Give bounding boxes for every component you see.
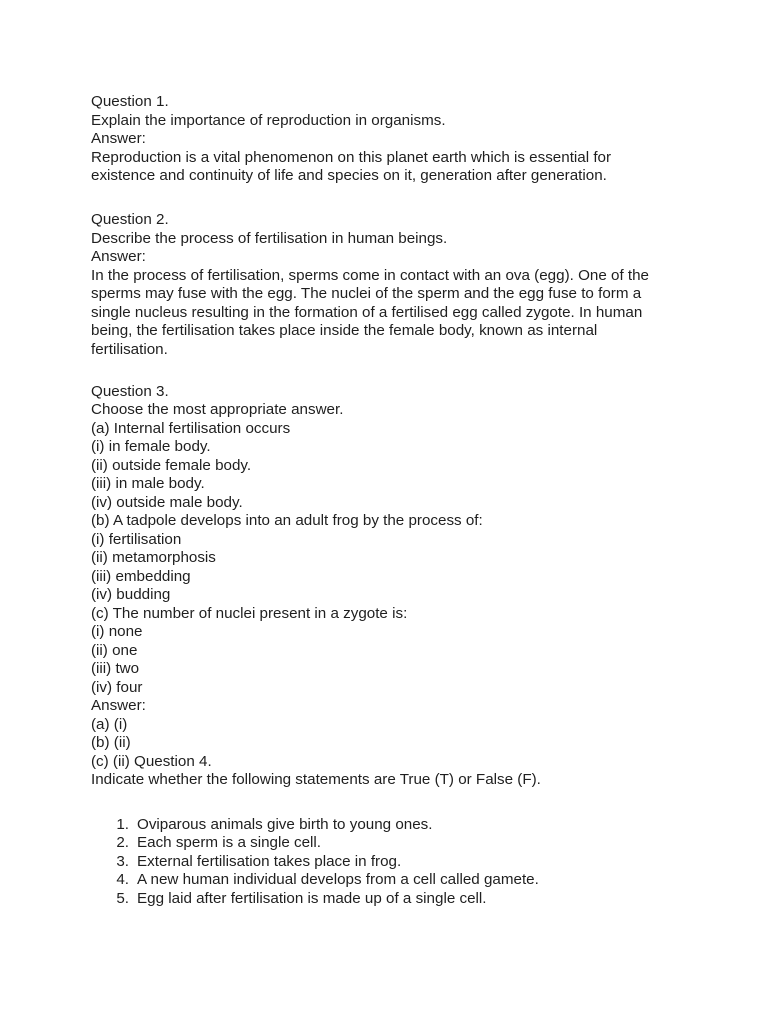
question-3-answer-line: (a) (i)	[91, 715, 128, 733]
list-item-number: 3.	[116, 852, 129, 870]
question-3-option: (i) fertilisation	[91, 530, 182, 548]
statement-list	[91, 816, 691, 909]
question-3-option: (iv) four	[91, 678, 143, 696]
paragraph-gap	[91, 359, 691, 378]
list-item-text: Each sperm is a single cell.	[137, 834, 322, 851]
question-2-answer-label: Answer:	[91, 248, 146, 265]
list-item-number: 5.	[116, 889, 129, 907]
document-body	[91, 93, 691, 908]
list-item	[91, 853, 691, 872]
question-3-option: (i) in female body.	[91, 438, 211, 455]
paragraph-gap	[91, 186, 691, 205]
question-3-line: (c) The number of nuclei present in a zygote is:	[91, 604, 408, 622]
question-3-option: (ii) one	[91, 641, 138, 659]
question-2-answer-line: sperms may fuse with the egg. The nuclei of the sperm and the egg fuse to form a	[91, 285, 642, 302]
question-2-title: Question 2.	[91, 211, 169, 228]
question-2-text: Describe the process of fertilisation in human beings.	[91, 229, 448, 247]
list-item-text: A new human individual develops from a cell called gamete.	[137, 871, 539, 888]
list-item-text: Oviparous animals give birth to young ones.	[137, 815, 433, 833]
question-2-answer-line: fertilisation.	[91, 340, 168, 358]
list-item-text: Egg laid after fertilisation is made up of a single cell.	[137, 889, 487, 907]
question-2-block	[91, 211, 691, 359]
question-4-block	[91, 771, 691, 908]
question-1-title: Question 1.	[91, 93, 169, 110]
question-1-answer-line: Reproduction is a vital phenomenon on this planet earth which is essential for	[91, 148, 612, 166]
question-2-answer-line: being, the fertilisation takes place inside the female body, known as internal	[91, 322, 598, 339]
question-3-option: (iii) embedding	[91, 567, 191, 585]
question-3-answer-line: (b) (ii)	[91, 734, 131, 751]
question-3-option: (iii) in male body.	[91, 475, 205, 492]
question-3-answer-label: Answer:	[91, 697, 146, 714]
list-item-number: 4.	[116, 871, 129, 888]
list-item-number: 1.	[116, 815, 129, 833]
question-3-block	[91, 383, 691, 772]
question-3-line: (b) A tadpole develops into an adult frog by the process of:	[91, 512, 483, 529]
question-3-option: (ii) outside female body.	[91, 456, 252, 474]
question-3-answer-line: (c) (ii) Question 4.	[91, 752, 212, 770]
list-item-number: 2.	[116, 834, 129, 851]
question-3-option: (iv) outside male body.	[91, 493, 243, 511]
question-3-option: (ii) metamorphosis	[91, 549, 216, 566]
question-3-line: (a) Internal fertilisation occurs	[91, 419, 291, 437]
question-4-instruction: Indicate whether the following statements are True (T) or False (F).	[91, 771, 541, 788]
list-item	[91, 890, 691, 909]
question-3-option: (i) none	[91, 623, 143, 640]
question-1-answer-label: Answer:	[91, 130, 146, 147]
list-item	[91, 834, 691, 853]
question-2-answer-line: single nucleus resulting in the formation of a fertilised egg called zygote. In human	[91, 303, 643, 321]
list-item	[91, 871, 691, 890]
question-1-answer-line: existence and continuity of life and species on it, generation after generation.	[91, 167, 607, 184]
question-3-option: (iv) budding	[91, 586, 171, 603]
question-3-title: Question 3.	[91, 382, 169, 400]
list-item-text: External fertilisation takes place in frog.	[137, 852, 402, 870]
question-1-block	[91, 93, 691, 186]
question-1-text: Explain the importance of reproduction in organisms.	[91, 111, 446, 129]
list-item	[91, 816, 691, 835]
question-3-option: (iii) two	[91, 660, 140, 677]
question-2-answer-line: In the process of fertilisation, sperms come in contact with an ova (egg). One of the	[91, 266, 649, 284]
paragraph-gap	[91, 790, 691, 816]
question-3-instruction: Choose the most appropriate answer.	[91, 401, 344, 418]
